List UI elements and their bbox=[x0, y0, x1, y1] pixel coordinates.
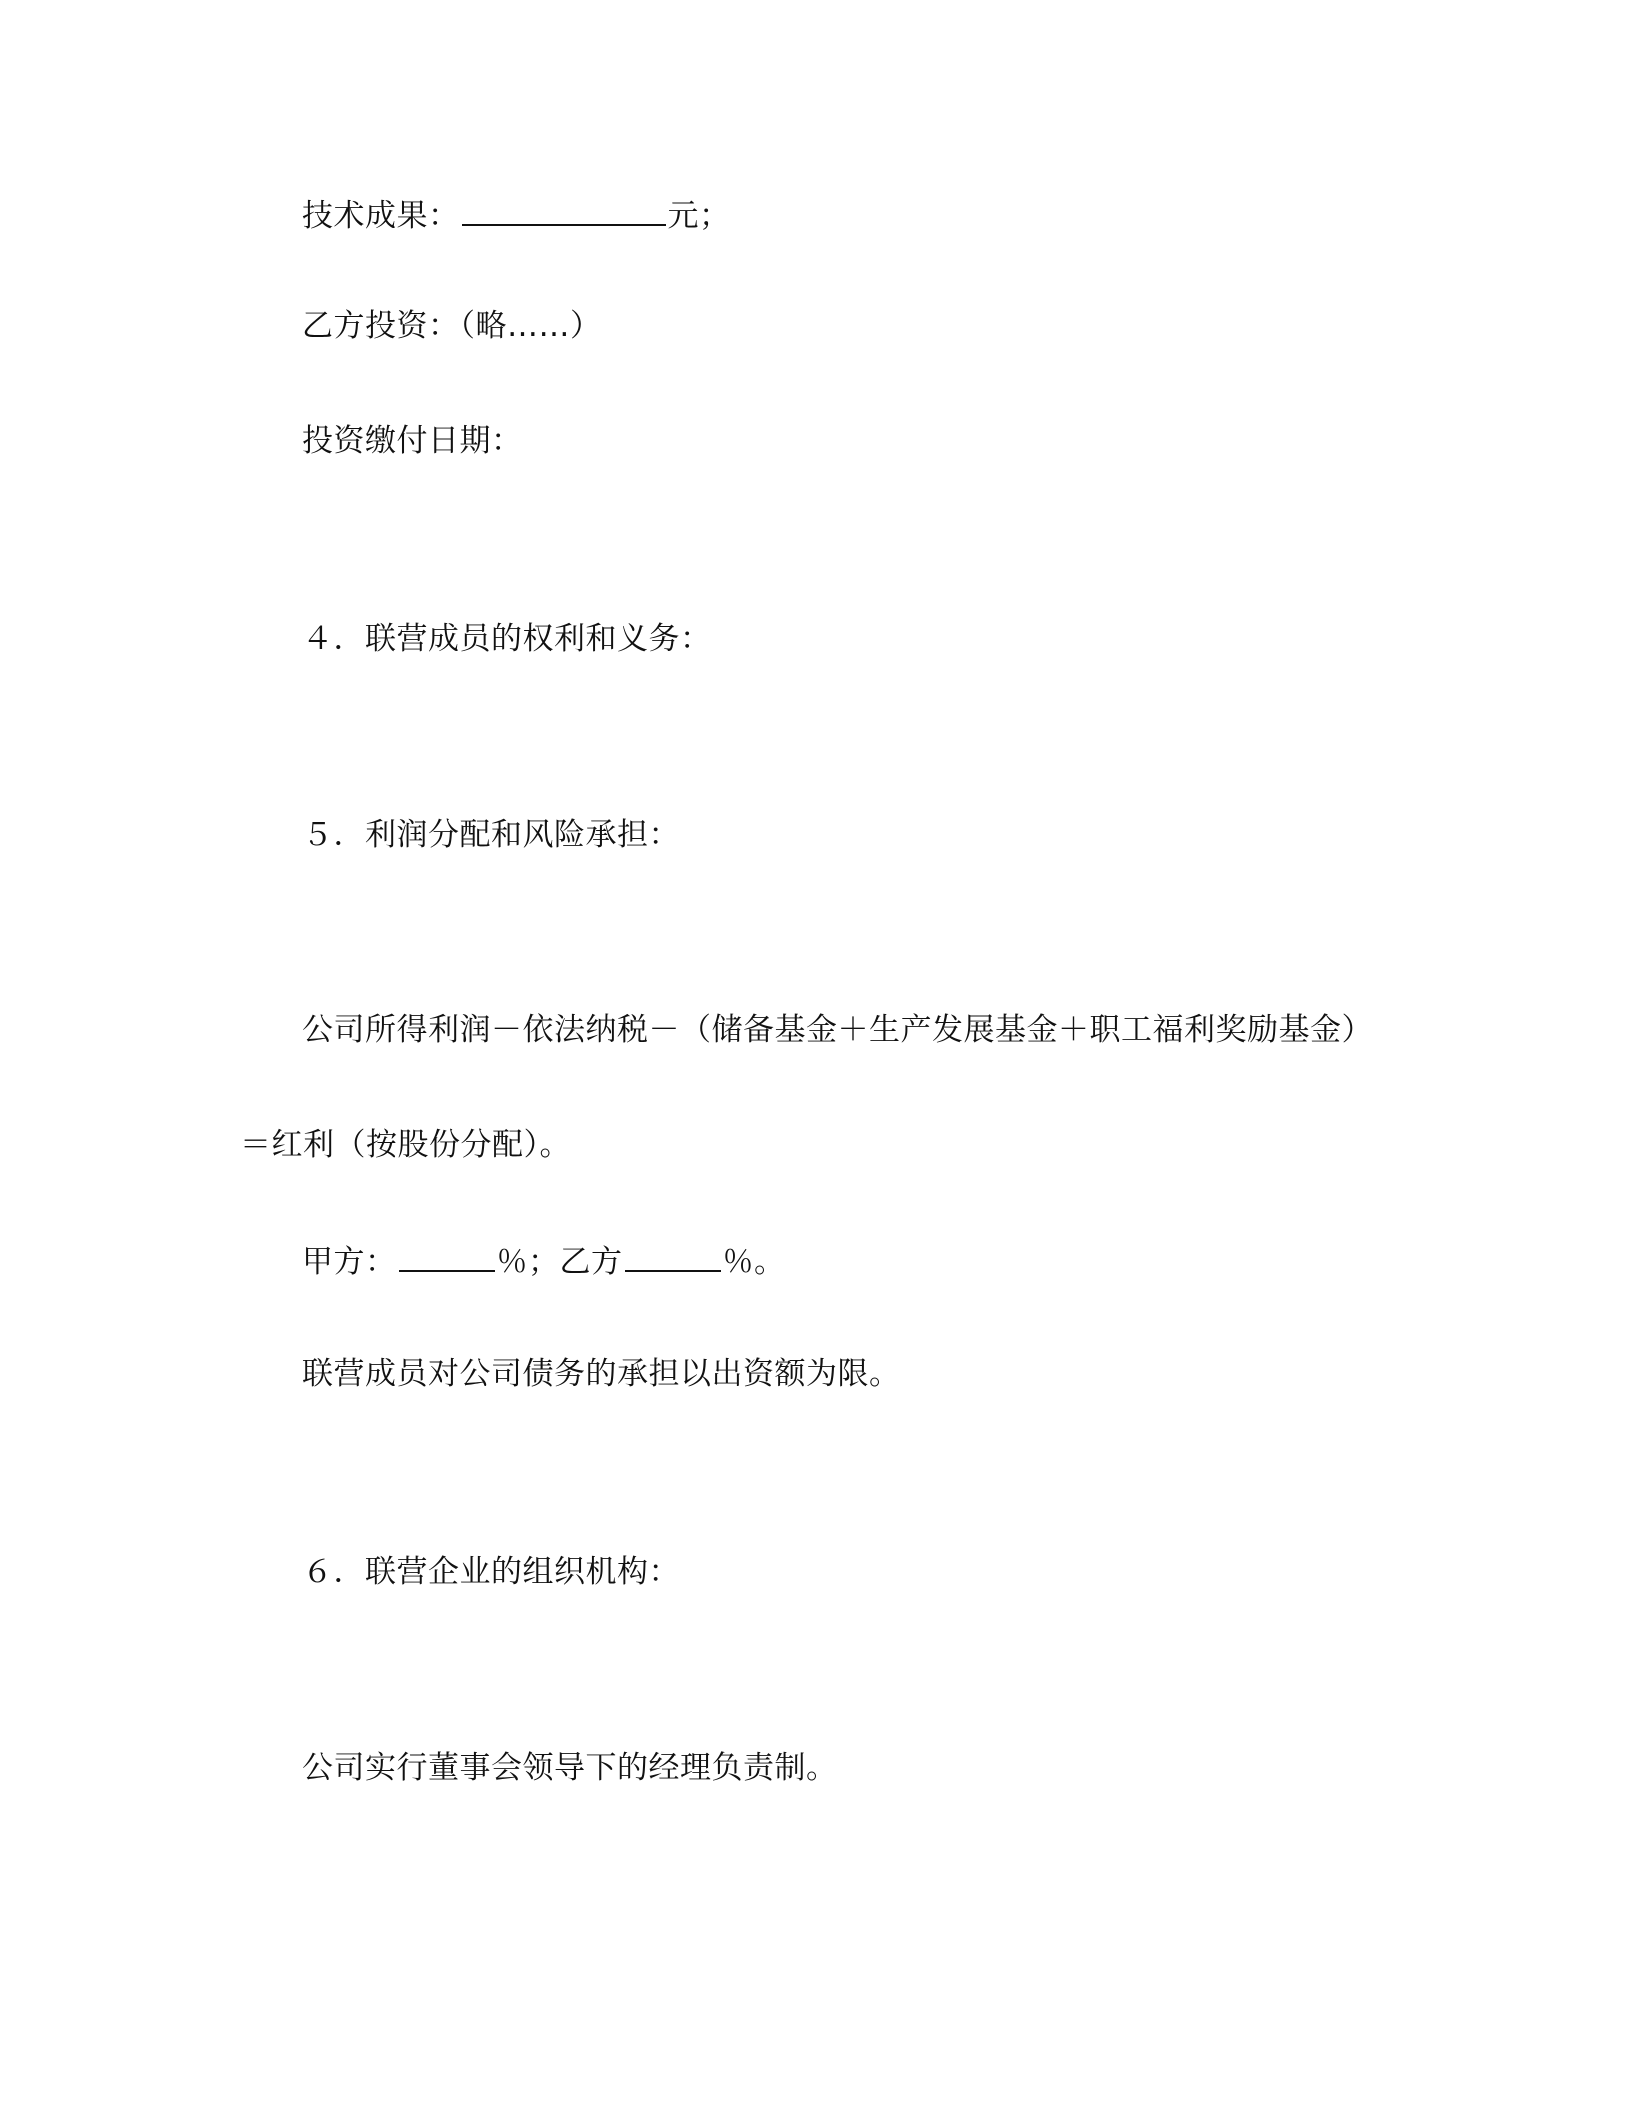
profit-formula-line-2: ＝红利（按股份分配）。 bbox=[240, 1127, 571, 1163]
tech-achievement-line bbox=[302, 194, 731, 236]
party-a-label: 甲方： bbox=[302, 1244, 397, 1280]
party-b-investment-line: 乙方投资：（略……） bbox=[302, 308, 602, 344]
profit-share-line bbox=[302, 1240, 786, 1282]
section-4-heading: ４．联营成员的权利和义务： bbox=[302, 621, 712, 657]
management-line: 公司实行董事会领导下的经理负责制。 bbox=[302, 1750, 838, 1786]
tech-achievement-label: 技术成果： bbox=[302, 198, 460, 234]
liability-line: 联营成员对公司债务的承担以出资额为限。 bbox=[302, 1356, 901, 1392]
payment-date-line: 投资缴付日期： bbox=[302, 423, 523, 459]
party-b-percent-blank bbox=[625, 1240, 721, 1272]
party-a-percent-blank bbox=[399, 1240, 495, 1272]
profit-formula-line-1: 公司所得利润－依法纳税－（储备基金＋生产发展基金＋职工福利奖励基金） bbox=[302, 1012, 1373, 1048]
party-a-percent-unit: ％；乙方 bbox=[496, 1244, 623, 1280]
section-6-heading: ６．联营企业的组织机构： bbox=[302, 1554, 680, 1590]
section-5-heading: ５．利润分配和风险承担： bbox=[302, 817, 680, 853]
tech-amount-unit: 元； bbox=[667, 198, 731, 234]
tech-amount-blank bbox=[462, 194, 666, 226]
party-b-percent-unit: ％。 bbox=[722, 1244, 786, 1280]
